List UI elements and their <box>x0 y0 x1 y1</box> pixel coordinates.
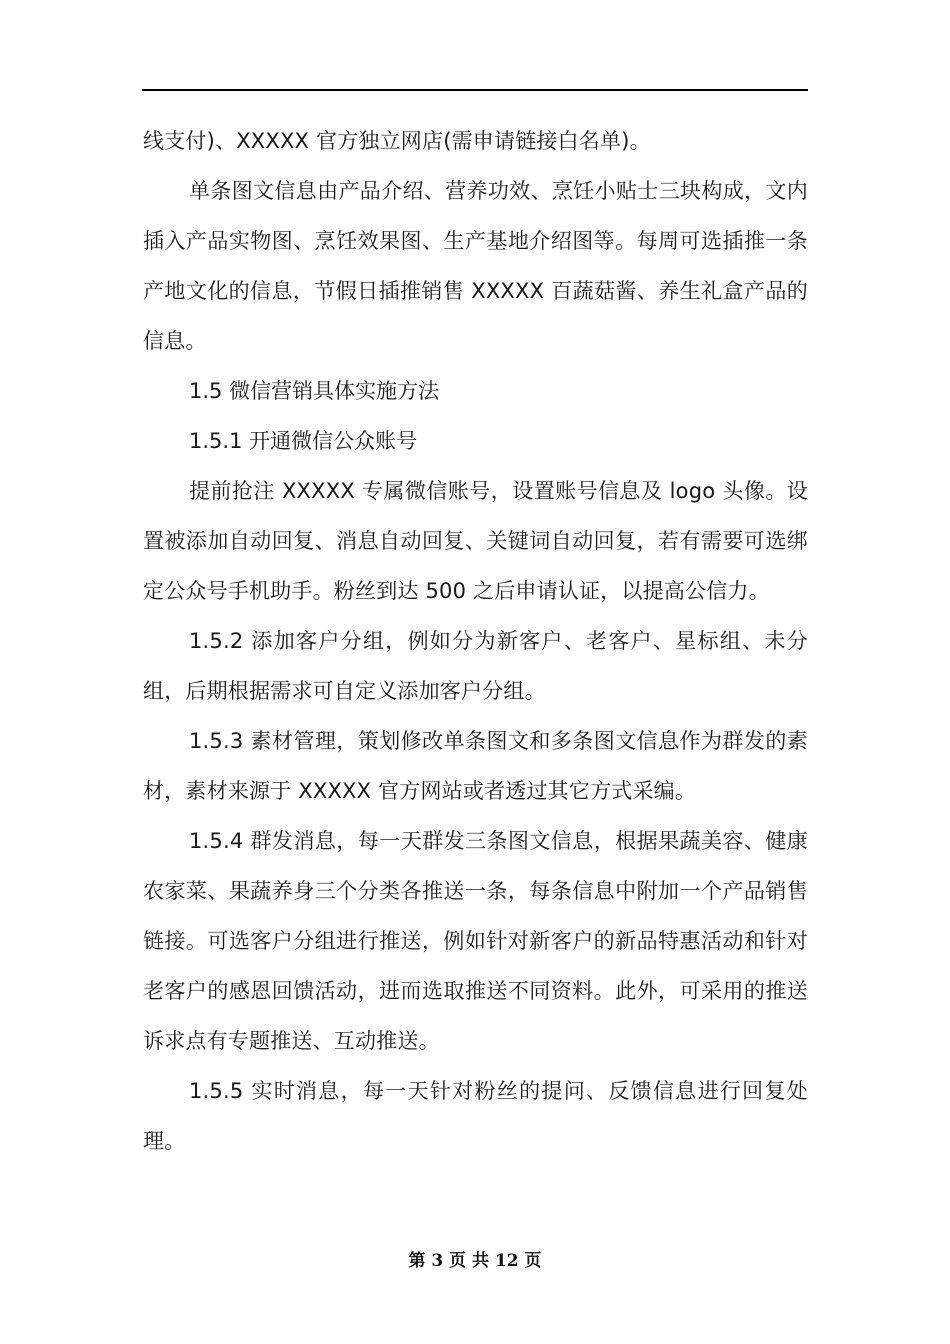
page-number-footer: 第 3 页 共 12 页 <box>408 1251 542 1271</box>
paragraph-account-setup: 提前抢注 XXXXX 专属微信账号，设置账号信息及 logo 头像。设置被添加自动回复、消息自动回复、关键词自动回复，若有需要可选绑定公众号手机助手。粉丝到达 500 之后申请认证，以提高公信力。 <box>143 479 808 603</box>
paragraph-1-5-4: 1.5.4 群发消息，每一天群发三条图文信息，根据果蔬美容、健康农家菜、果蔬养身三个分类各推送一条，每条信息中附加一个产品销售链接。可选客户分组进行推送，例如针对新客户的新品特惠活动和针对老客户的感恩回馈活动，进而选取推送不同资料。此外，可采用的推送诉求点有专题推送、互动推送。 <box>143 829 808 1053</box>
paragraph-1-5-3: 1.5.3 素材管理，策划修改单条图文和多条图文信息作为群发的素材，素材来源于 XXXXX 官方网站或者透过其它方式采编。 <box>143 729 808 803</box>
paragraph-1-5-2: 1.5.2 添加客户分组，例如分为新客户、老客户、星标组、未分组，后期根据需求可自定义添加客户分组。 <box>143 629 808 703</box>
paragraph-1-5-5: 1.5.5 实时消息，每一天针对粉丝的提问、反馈信息进行回复处理。 <box>143 1079 808 1153</box>
section-heading-1-5: 1.5 微信营销具体实施方法 <box>189 379 440 403</box>
document-body <box>143 116 808 1166</box>
paragraph-continuation: 线支付)、XXXXX 官方独立网店(需申请链接白名单)。 <box>143 129 651 153</box>
paragraph-content-structure: 单条图文信息由产品介绍、营养功效、烹饪小贴士三块构成，文内插入产品实物图、烹饪效果图、生产基地介绍图等。每周可选插推一条产地文化的信息，节假日插推销售 XXXXX 百蔬菇酱、养生礼盒产品的信息。 <box>143 179 808 353</box>
header-rule <box>142 89 808 91</box>
subsection-heading-1-5-1: 1.5.1 开通微信公众账号 <box>189 429 418 453</box>
